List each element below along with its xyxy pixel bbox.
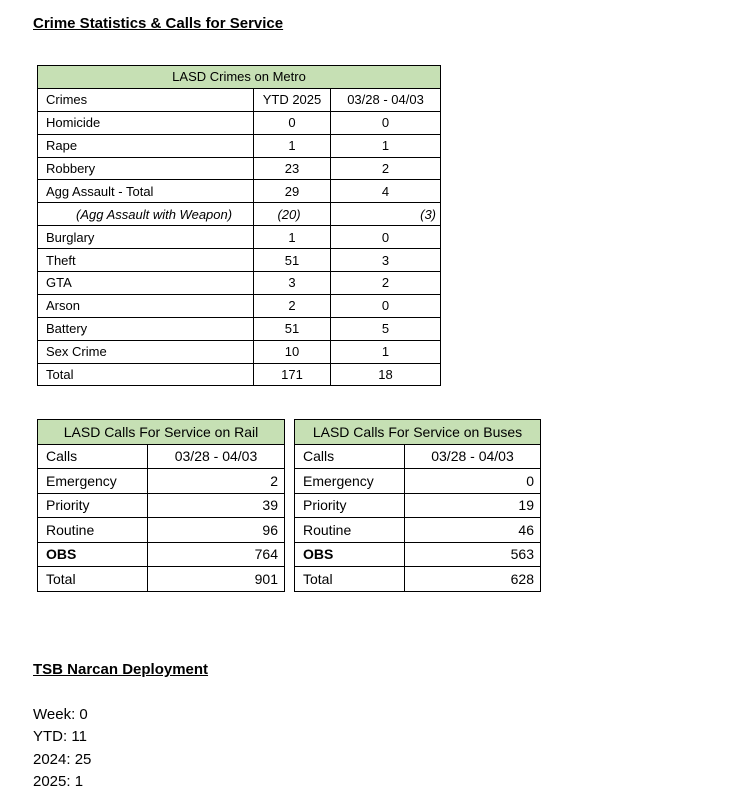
ytd-value: 1 (254, 226, 331, 249)
table-row (38, 469, 285, 494)
week-value: (3) (331, 203, 441, 226)
ytd-value: 0 (254, 111, 331, 134)
crime-type: Sex Crime (38, 340, 254, 363)
week-value: 1 (331, 340, 441, 363)
call-count: 96 (148, 518, 285, 543)
crime-type: Arson (38, 294, 254, 317)
call-count: 563 (405, 542, 541, 567)
call-type: Priority (295, 493, 405, 518)
column-header: Crimes (38, 88, 254, 111)
ytd-value: 10 (254, 340, 331, 363)
week-value: 1 (331, 134, 441, 157)
call-count: 0 (405, 469, 541, 494)
table-row (295, 567, 541, 592)
crime-type: GTA (38, 272, 254, 295)
ytd-value: 51 (254, 249, 331, 272)
ytd-value: 23 (254, 157, 331, 180)
ytd-value: 3 (254, 272, 331, 295)
call-count: 2 (148, 469, 285, 494)
table-row (38, 493, 285, 518)
crime-type: Homicide (38, 111, 254, 134)
table-row (295, 469, 541, 494)
table-row (38, 518, 285, 543)
table-row (295, 518, 541, 543)
call-count: 46 (405, 518, 541, 543)
table-row (295, 493, 541, 518)
week-value: 0 (331, 111, 441, 134)
call-type: Total (38, 567, 148, 592)
narcan-2024: 2024: 25 (33, 751, 92, 768)
table-header-row (295, 444, 541, 469)
column-header: YTD 2025 (254, 88, 331, 111)
call-count: 764 (148, 542, 285, 567)
table-row (38, 226, 441, 249)
week-value: 0 (331, 294, 441, 317)
table-row (38, 111, 441, 134)
column-header: 03/28 - 04/03 (405, 444, 541, 469)
crime-type: (Agg Assault with Weapon) (38, 203, 254, 226)
rail-calls-table (37, 419, 285, 592)
table-row (38, 340, 441, 363)
call-type: Total (295, 567, 405, 592)
week-value: 3 (331, 249, 441, 272)
call-count: 19 (405, 493, 541, 518)
ytd-value: 171 (254, 363, 331, 386)
table-row (38, 363, 441, 386)
call-type: Priority (38, 493, 148, 518)
table-header-row (38, 444, 285, 469)
narcan-week: Week: 0 (33, 706, 88, 723)
table-row (38, 317, 441, 340)
buses-table-title: LASD Calls For Service on Buses (295, 420, 541, 445)
table-row (38, 272, 441, 295)
column-header: 03/28 - 04/03 (148, 444, 285, 469)
week-value: 0 (331, 226, 441, 249)
crimes-table-title: LASD Crimes on Metro (38, 66, 441, 89)
call-count: 628 (405, 567, 541, 592)
week-value: 4 (331, 180, 441, 203)
narcan-ytd: YTD: 11 (33, 728, 87, 745)
table-row (38, 294, 441, 317)
bus-calls-table (294, 419, 541, 592)
crime-type: Theft (38, 249, 254, 272)
column-header: Calls (38, 444, 148, 469)
week-value: 5 (331, 317, 441, 340)
table-row (295, 542, 541, 567)
narcan-2025: 2025: 1 (33, 773, 84, 790)
ytd-value: 29 (254, 180, 331, 203)
ytd-value: 1 (254, 134, 331, 157)
table-row (38, 567, 285, 592)
crime-type: Battery (38, 317, 254, 340)
call-type: Routine (38, 518, 148, 543)
week-value: 2 (331, 157, 441, 180)
crime-type: Rape (38, 134, 254, 157)
crime-type: Burglary (38, 226, 254, 249)
table-row (38, 542, 285, 567)
rail-table-title: LASD Calls For Service on Rail (38, 420, 285, 445)
table-row (38, 180, 441, 203)
call-count: 39 (148, 493, 285, 518)
table-row (38, 203, 441, 226)
column-header: Calls (295, 444, 405, 469)
table-row (38, 134, 441, 157)
table-row (38, 249, 441, 272)
table-row (38, 157, 441, 180)
page-title: Crime Statistics & Calls for Service (33, 15, 284, 32)
crime-type: Robbery (38, 157, 254, 180)
ytd-value: 2 (254, 294, 331, 317)
week-value: 2 (331, 272, 441, 295)
ytd-value: (20) (254, 203, 331, 226)
column-header: 03/28 - 04/03 (331, 88, 441, 111)
crime-type: Agg Assault - Total (38, 180, 254, 203)
ytd-value: 51 (254, 317, 331, 340)
table-header-row (38, 88, 441, 111)
crimes-table (37, 65, 441, 386)
call-type: Emergency (295, 469, 405, 494)
call-type: Emergency (38, 469, 148, 494)
call-type: Routine (295, 518, 405, 543)
call-type: OBS (38, 542, 148, 567)
call-count: 901 (148, 567, 285, 592)
week-value: 18 (331, 363, 441, 386)
crime-type: Total (38, 363, 254, 386)
call-type: OBS (295, 542, 405, 567)
narcan-title: TSB Narcan Deployment (33, 661, 209, 678)
